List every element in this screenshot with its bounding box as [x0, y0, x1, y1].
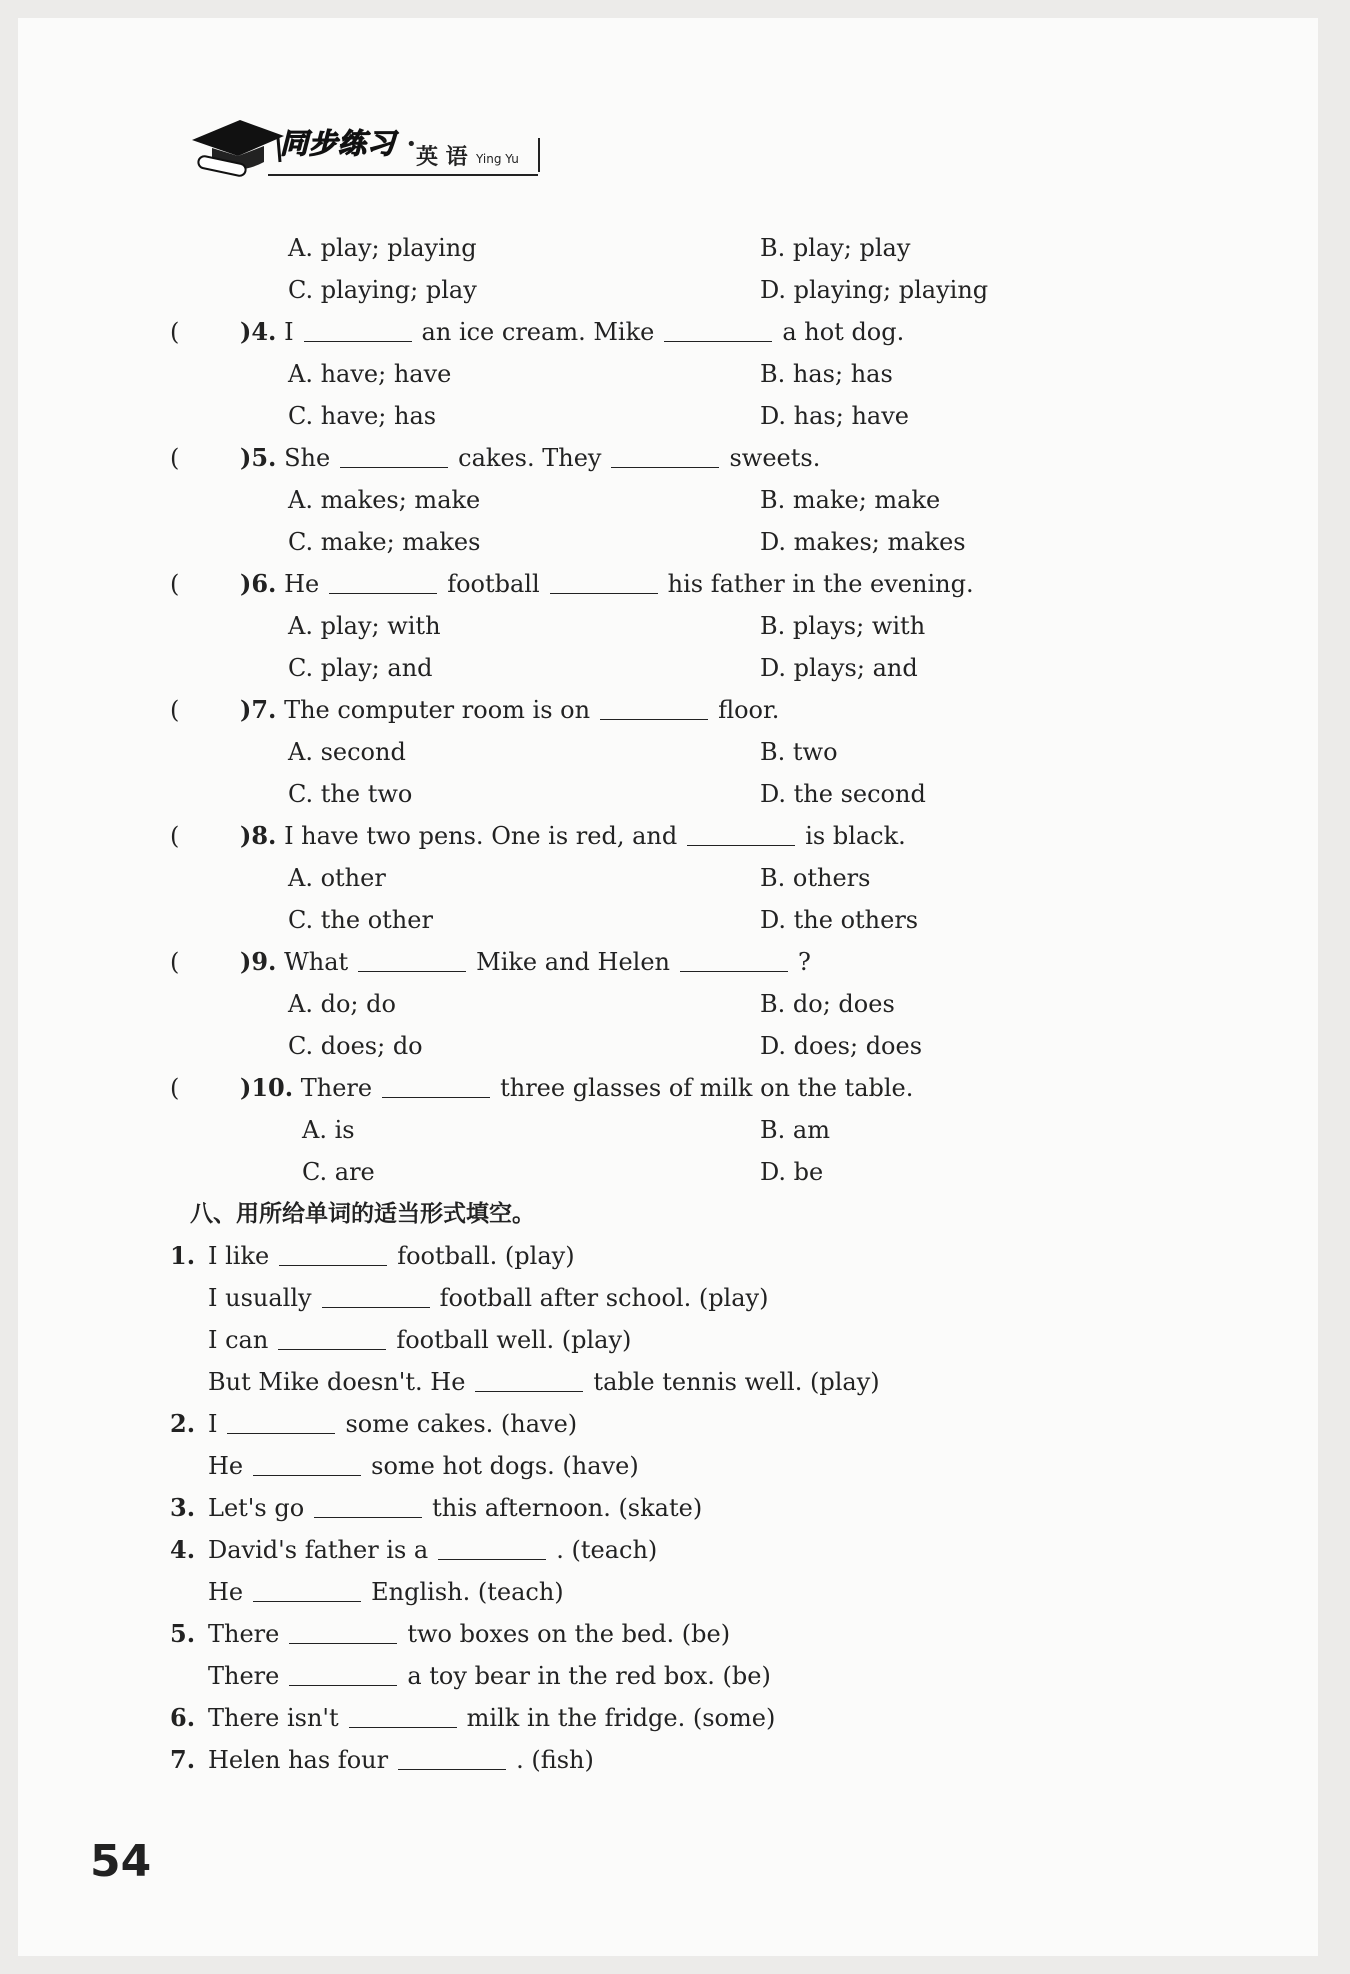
graduation-cap-icon [188, 110, 288, 180]
option-a: A. makes; make [288, 486, 481, 514]
q3-option-d: D. playing; playing [760, 276, 989, 304]
item-text: There [208, 1662, 280, 1690]
blank[interactable] [358, 943, 466, 972]
option-b: B. plays; with [760, 612, 926, 640]
q3-option-a: A. play; playing [288, 234, 477, 262]
q3-option-b: B. play; play [760, 234, 911, 262]
option-d: D. does; does [760, 1032, 923, 1060]
fill-item [170, 1698, 775, 1738]
blank[interactable] [611, 439, 719, 468]
answer-paren[interactable]: ( [170, 1074, 180, 1102]
answer-paren[interactable]: ( [170, 822, 180, 850]
item-text: There [208, 1620, 280, 1648]
item-text: He [208, 1578, 244, 1606]
fill-item [170, 1446, 639, 1486]
item-text: He [208, 1452, 244, 1480]
question-text: ? [798, 948, 811, 976]
question-text: a hot dog. [782, 318, 905, 346]
item-text: David's father is a [208, 1536, 429, 1564]
item-number: 6. [170, 1703, 196, 1732]
option-b: B. do; does [760, 990, 895, 1018]
q3-option-c: C. playing; play [288, 276, 477, 304]
item-number: 5. [170, 1619, 196, 1648]
item-text: two boxes on the bed. (be) [407, 1620, 731, 1648]
blank[interactable] [329, 565, 437, 594]
option-b: B. make; make [760, 486, 941, 514]
section-title: 八、用所给单词的适当形式填空。 [190, 1201, 535, 1227]
item-number: 4. [170, 1535, 196, 1564]
fill-item [170, 1278, 768, 1318]
subject-label: 英 语 [416, 145, 468, 170]
question-number: )6. [240, 569, 277, 598]
fill-item [170, 1488, 702, 1528]
item-number: 2. [170, 1409, 196, 1438]
answer-paren[interactable]: ( [170, 570, 180, 598]
item-text: Let's go [208, 1494, 305, 1522]
fill-item [170, 1320, 631, 1360]
question-text: He [284, 570, 320, 598]
page [18, 18, 1318, 1956]
question-number: )7. [240, 695, 277, 724]
question-text: I [284, 318, 294, 346]
blank[interactable] [253, 1573, 361, 1602]
blank[interactable] [475, 1363, 583, 1392]
question-10 [240, 1068, 913, 1108]
item-text: But Mike doesn't. He [208, 1368, 466, 1396]
blank[interactable] [600, 691, 708, 720]
item-text: English. (teach) [371, 1578, 564, 1606]
option-d: D. plays; and [760, 654, 918, 682]
blank[interactable] [289, 1615, 397, 1644]
option-c: C. the two [288, 780, 413, 808]
blank[interactable] [253, 1447, 361, 1476]
item-text: a toy bear in the red box. (be) [407, 1662, 771, 1690]
question-number: )5. [240, 443, 277, 472]
blank[interactable] [278, 1321, 386, 1350]
option-a: A. is [302, 1116, 355, 1144]
blank[interactable] [304, 313, 412, 342]
blank[interactable] [279, 1237, 387, 1266]
blank[interactable] [340, 439, 448, 468]
fill-item [170, 1236, 575, 1276]
question-text: I have two pens. One is red, and [284, 822, 678, 850]
question-text: an ice cream. Mike [421, 318, 655, 346]
series-title: 同步练习 [280, 127, 397, 160]
option-b: B. has; has [760, 360, 893, 388]
answer-paren[interactable]: ( [170, 444, 180, 472]
dot: • [406, 134, 417, 155]
page-number: 54 [90, 1836, 152, 1887]
option-a: A. second [288, 738, 406, 766]
header-rule [268, 174, 538, 176]
question-text: floor. [718, 696, 780, 724]
question-number: )9. [240, 947, 277, 976]
item-text: . (teach) [556, 1536, 658, 1564]
item-text: . (fish) [516, 1746, 594, 1774]
option-c: C. make; makes [288, 528, 481, 556]
item-text: some hot dogs. (have) [371, 1452, 639, 1480]
blank[interactable] [227, 1405, 335, 1434]
question-number: )8. [240, 821, 277, 850]
item-text: Helen has four [208, 1746, 389, 1774]
option-d: D. the others [760, 906, 919, 934]
question-text: There [300, 1074, 373, 1102]
blank[interactable] [438, 1531, 546, 1560]
blank[interactable] [398, 1741, 506, 1770]
blank[interactable] [680, 943, 788, 972]
item-text: I like [208, 1242, 270, 1270]
question-text: What [284, 948, 349, 976]
question-text: his father in the evening. [667, 570, 974, 598]
blank[interactable] [322, 1279, 430, 1308]
answer-paren[interactable]: ( [170, 318, 180, 346]
option-c: C. have; has [288, 402, 437, 430]
subject-pinyin: Ying Yu [476, 152, 519, 166]
header [188, 110, 548, 180]
option-b: B. am [760, 1116, 830, 1144]
question-5 [240, 438, 820, 478]
item-text: football. (play) [397, 1242, 575, 1270]
question-text: The computer room is on [284, 696, 591, 724]
item-text: table tennis well. (play) [593, 1368, 880, 1396]
option-c: C. play; and [288, 654, 433, 682]
answer-paren[interactable]: ( [170, 696, 180, 724]
item-text: milk in the fridge. (some) [466, 1704, 776, 1732]
option-c: C. does; do [288, 1032, 423, 1060]
option-d: D. makes; makes [760, 528, 966, 556]
option-c: C. the other [288, 906, 433, 934]
blank[interactable] [314, 1489, 422, 1518]
option-a: A. do; do [288, 990, 396, 1018]
question-number: )10. [240, 1073, 294, 1102]
item-text: football well. (play) [396, 1326, 632, 1354]
item-text: football after school. (play) [439, 1284, 769, 1312]
item-number: 1. [170, 1241, 196, 1270]
fill-item [170, 1614, 730, 1654]
question-6 [240, 564, 974, 604]
option-b: B. two [760, 738, 838, 766]
question-9 [240, 942, 811, 982]
item-text: I [208, 1410, 218, 1438]
answer-paren[interactable]: ( [170, 948, 180, 976]
item-number: 7. [170, 1745, 196, 1774]
blank[interactable] [349, 1699, 457, 1728]
question-text: three glasses of milk on the table. [500, 1074, 914, 1102]
item-text: I can [208, 1326, 269, 1354]
fill-item [170, 1362, 880, 1402]
question-text: sweets. [729, 444, 821, 472]
blank[interactable] [550, 565, 658, 594]
question-text: Mike and Helen [476, 948, 670, 976]
item-text: I usually [208, 1284, 312, 1312]
blank[interactable] [289, 1657, 397, 1686]
question-8 [240, 816, 906, 856]
item-text: some cakes. (have) [345, 1410, 578, 1438]
question-number: )4. [240, 317, 277, 346]
option-c: C. are [302, 1158, 375, 1186]
blank[interactable] [664, 313, 772, 342]
question-text: football [447, 570, 540, 598]
fill-item [170, 1740, 594, 1780]
question-4 [240, 312, 904, 352]
option-a: A. play; with [288, 612, 441, 640]
option-a: A. other [288, 864, 386, 892]
question-text: is black. [805, 822, 906, 850]
fill-item [170, 1530, 657, 1570]
item-text: There isn't [208, 1704, 339, 1732]
question-text: cakes. They [458, 444, 602, 472]
question-7 [240, 690, 779, 730]
fill-item [170, 1404, 577, 1444]
item-text: this afternoon. (skate) [432, 1494, 703, 1522]
option-d: D. be [760, 1158, 824, 1186]
option-b: B. others [760, 864, 871, 892]
option-d: D. has; have [760, 402, 909, 430]
fill-item [170, 1572, 564, 1612]
blank[interactable] [687, 817, 795, 846]
question-text: She [284, 444, 331, 472]
option-d: D. the second [760, 780, 926, 808]
item-number: 3. [170, 1493, 196, 1522]
option-a: A. have; have [288, 360, 452, 388]
fill-item [170, 1656, 771, 1696]
blank[interactable] [382, 1069, 490, 1098]
